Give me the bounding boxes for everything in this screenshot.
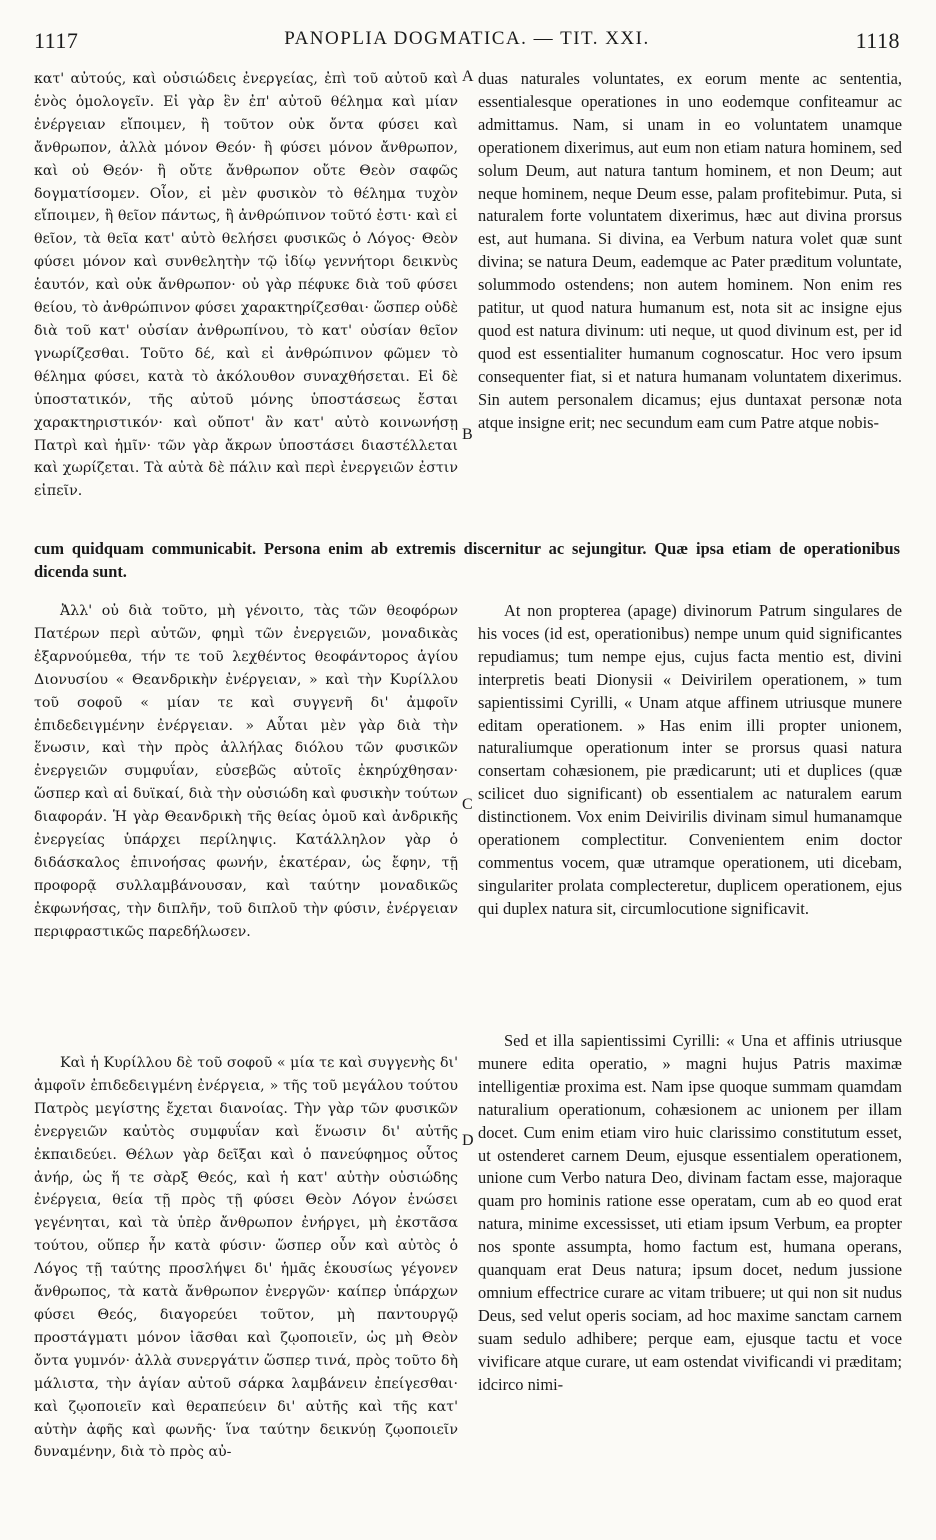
right-page-number: 1118 — [855, 28, 900, 53]
greek-column-bottom — [34, 1052, 458, 1464]
running-header — [34, 28, 900, 62]
latin-continuation-line: cum quidquam communicabit. Persona enim ab extremis discernitur ac sejungitur. Quæ ipsa etiam de operationibus dicenda sunt. — [34, 539, 900, 581]
latin-paragraph: duas naturales voluntates, ex eorum mente ac sententia, essentialesque operationes in uno eodemque confiteamur ac admittamus. Nam, si unam in eo voluntatem unamque operationem dixerimus, aut eum non etiam natura hominem, sed solum Deum, aut natura tantum hominem, et non Deum; aut neque hominem, neque Deum esse, palam profitebimur. Puta, si naturalem forte voluntatem dixerimus, hæc aut divina prorsus est, aut humana. Si divina, ea Verbum natura volet quæ sunt divina; se natura Deum, eademque ac Pater præditum voluntate, solummodo ostendens; non autem hominem. Non enim res patitur, ut quod natura humanum est, nota sit ac insigne ejus quod est natura divinum: uti neque, ut quod divinum est, per id quod est essentialiter humanum cognoscatur. Hoc vero ipsum consequenter fiat, si et natura humanam voluntatem dixerimus. Sin autem personalem dicamus; ejus duntaxat personæ nota atque insigne erit; nec secundum eam cum Patre atque nobis- — [478, 69, 902, 432]
latin-column-middle — [478, 600, 902, 921]
page-title: PANOPLIA DOGMATICA. — TIT. XXI. — [284, 28, 650, 49]
greek-paragraph: κατ' αὐτούς, καὶ οὐσιώδεις ἐνεργείας, ἐπὶ τοῦ αὐτοῦ καὶ ἑνὸς ὁμολογεῖν. Εἰ γὰρ ἓν ἐπ' αὐτοῦ θέλημα καὶ μίαν ἐνέργειαν εἴποιμεν, ἢ τοῦτον οὐκ ὄντα φύσει καὶ ἄνθρωπον, ἀλλὰ μόνον Θεόν· ἢ φύσει μόνον ἄνθρωπον, καὶ οὐ Θεόν· ἢ οὔτε ἄνθρωπον οὔτε Θεὸν σαφῶς δογματίσομεν. Οἷον, εἰ μὲν φυσικὸν τὸ θέλημα τυχὸν εἴποιμεν, ἢ θεῖον πάντως, ἢ ἀνθρώπινον τοῦτό ἐστι· καὶ εἰ θεῖον, τὰ θεῖα κατ' αὐτὸ θελήσει φυσικῶς ὁ Λόγος· Θεὸν φύσει μόνον καὶ συνθελητὴν τῷ ἰδίῳ γεννήτορι δεικνὺς ἑαυτόν, καὶ οὐκ ἄνθρωπον· οὐ γὰρ πέφυκε διὰ τοῦ φύσει θείου, τὸ ἀνθρώπινον φύσει χαρακτηρίζεσθαι· ὥσπερ οὐδὲ διὰ τοῦ κατ' οὐσίαν ἀνθρωπίνου, τὸ κατ' οὐσίαν θεῖον γνωρίζεσθαι. Τοῦτο δέ, καὶ εἰ ἀνθρώπινον φῶμεν τὸ θέλημα φύσει, κατὰ τὸ ἀκόλουθον συναχθήσεται. Εἰ δὲ ὑποστατικόν, τῆς αὐτοῦ μόνης ὑποστάσεως ἔσται χαρακτηριστικόν· καὶ οὔποτ' ἂν κατ' αὐτὸ κοινωνήσῃ Πατρὶ καὶ ἡμῖν· τῶν γὰρ ἄκρων ὑποστάσει διαστέλλεται καὶ χωρίζεται. Τὰ αὐτὰ δὲ πάλιν καὶ περὶ ἐνεργειῶν ἐστιν εἰπεῖν. — [34, 71, 458, 500]
left-page-number: 1117 — [34, 28, 79, 53]
greek-column-middle — [34, 600, 458, 944]
margin-marker-a: A — [462, 68, 474, 85]
greek-paragraph: Ἀλλ' οὐ διὰ τοῦτο, μὴ γένοιτο, τὰς τῶν θεοφόρων Πατέρων περὶ αὐτῶν, φημὶ τῶν ἐνεργειῶν, μοναδικὰς ἐξαρνούμεθα, τήν τε τοῦ λεχθέντος θεοφάντορος ἁγίου Διονυσίου « Θεανδρικὴν ἐνέργειαν, » καὶ τὴν Κυρίλλου τοῦ σοφοῦ « μίαν τε καὶ συγγενῆ δι' ἀμφοῖν ἐπιδεδειγμένην ἐνέργειαν. » Αὗται μὲν γὰρ διὰ τὴν ἕνωσιν, καὶ τὴν πρὸς ἀλλήλας διόλου τῶν φυσικῶν ἐνεργειῶν συμφυΐαν, εὐσεβῶς αὐτοῖς ἐκηρύχθησαν· ὥσπερ καὶ αἱ δυϊκαί, διὰ τὴν οὐσιώδη καὶ φυσικὴν τούτων διαφοράν. Ἡ γὰρ Θεανδρικὴ τῆς θείας ὁμοῦ καὶ ἀνδρικῆς ἐνεργείας ὑπάρχει περίληψις. Κατάλληλον γὰρ ὁ διδάσκαλος ἐπινοήσας φωνήν, ἑκατέραν, ὡς ἔφην, τῇ προφορᾷ συλλαμβάνουσαν, καὶ ταύτην μοναδικῶς ἐκφωνήσας, τὴν διπλῆν, τοῦ διπλοῦ τὴν φύσιν, ἐνέργειαν περιφραστικῶς παρεδήλωσεν. — [34, 603, 458, 940]
latin-column-top — [478, 68, 902, 435]
latin-column-bottom — [478, 1030, 902, 1397]
margin-marker-b: B — [462, 426, 473, 443]
latin-paragraph: At non propterea (apage) divinorum Patrum singulares de his voces (id est, operationibus) nempe unum quid significantes repudiamus; tum nempe ejus, cujus facta mentio est, divini interpretis beati Dionysii « Deivirilem operationem, » tum sapientissimi Cyrilli, « Unam atque affinem utriusque munere editam operationem. » Has enim illi propter unionem, naturaliumque operationum inter se prorsus quasi natura consertam cohæsionem, pie prædicarunt; uti et duplices (quæ scilicet duo significant) ob essentialem ac naturalem earum distinctionem. Vox enim Deivirilis divinam simul humanamque operationem complectitur. Convenientem enim doctor commentus vocem, quæ utramque operationem, uti dicebam, singulariter prolata complecteretur, duplicem operationem, ejus qui duplex natura sit, circumlocutione significavit. — [478, 601, 902, 918]
latin-paragraph: Sed et illa sapientissimi Cyrilli: « Una et affinis utriusque munere edita operatio, » magni hujus Patris maximæ intelligentiæ proxima est. Nam ipse quoque summam quamdam naturalium operationum, cohæsionem ac unionem per illam docet. Cum enim etiam viro huic clarissimo constitutum esset, ut ostenderet carnem Deum, ejusque essentialem operationem, unione cum Verbo natura Deo, divinam factam esse, majoraque quam pro hominis ratione esse operatam, cum ab eo quod erat natura, minime excessisset, uti etiam ipsum Verbum, ea propter nos sponte assumpta, homo factum est, humana operans, quanquam erat Deus natura; ipsum docet, nedum jussione omnium effectrice curare ac vitam tribuere; ut qui non sit nudus Deus, sed velut operis sociam, ad hoc maxime sanctam carnem suam sedulo adhibere; perque eam, ejusque tactu et voce vivificare atque curare, ut eam ostendat vivificandi vi præditam; idcirco nimi- — [478, 1031, 902, 1394]
greek-column-top — [34, 68, 458, 503]
greek-paragraph: Καὶ ἡ Κυρίλλου δὲ τοῦ σοφοῦ « μία τε καὶ συγγενὴς δι' ἀμφοῖν ἐπιδεδειγμένη ἐνέργεια, » τῆς τοῦ μεγάλου τούτου Πατρὸς μεγίστης ἔχεται διανοίας. Τὴν γὰρ τῶν φυσικῶν ἐνεργειῶν καὐτὸς συμφυΐαν καὶ ἕνωσιν δι' αὐτῆς ἐκπαιδεύει. Θέλων γὰρ δεῖξαι καὶ ὁ πανεύφημος οὗτος ἀνήρ, ὡς ἥ τε σὰρξ Θεός, καὶ ἡ κατ' αὐτὴν οὐσιώδης ἐνέργεια, θεία τῇ πρὸς τῇ φύσει Θεὸν Λόγον ἑνώσει γεγένηται, καὶ τὰ ὑπὲρ ἄνθρωπον ἐνήργει, μὴ ἐκστᾶσα τούτου, οὕπερ ἦν κατὰ φύσιν· ὥσπερ οὖν καὶ αὐτὸς ὁ Λόγος τῇ ταύτης προσλήψει δι' ἡμᾶς ἑκουσίως γέγονεν ἄνθρωπος, τὰ κατὰ ἄνθρωπον ἐνεργῶν· καίπερ ὑπάρχων φύσει Θεός, διαγορεύει τοῦτον, μὴ παντουργῷ προστάγματι μόνον ἰᾶσθαι καὶ ζῳοποιεῖν, ὡς μὴ Θεὸν ὄντα γυμνόν· ἀλλὰ συνεργάτιν ὥσπερ τινά, πρὸς τοῦτο δὴ μάλιστα, τὴν ἁγίαν αὐτοῦ σάρκα λαμβάνειν ἐπείγεσθαι· καὶ ζῳοποιεῖν καὶ θεραπεύειν δι' αὐτῆς καὶ τῆς κατ' αὐτὴν ἀφῆς καὶ φωνῆς· ἵνα ταύτην δεικνύῃ ζῳοποιεῖν δυναμένην, διὰ τὸ πρὸς αὐ- — [34, 1055, 458, 1461]
margin-marker-d: D — [462, 1132, 474, 1149]
margin-marker-c: C — [462, 796, 473, 813]
